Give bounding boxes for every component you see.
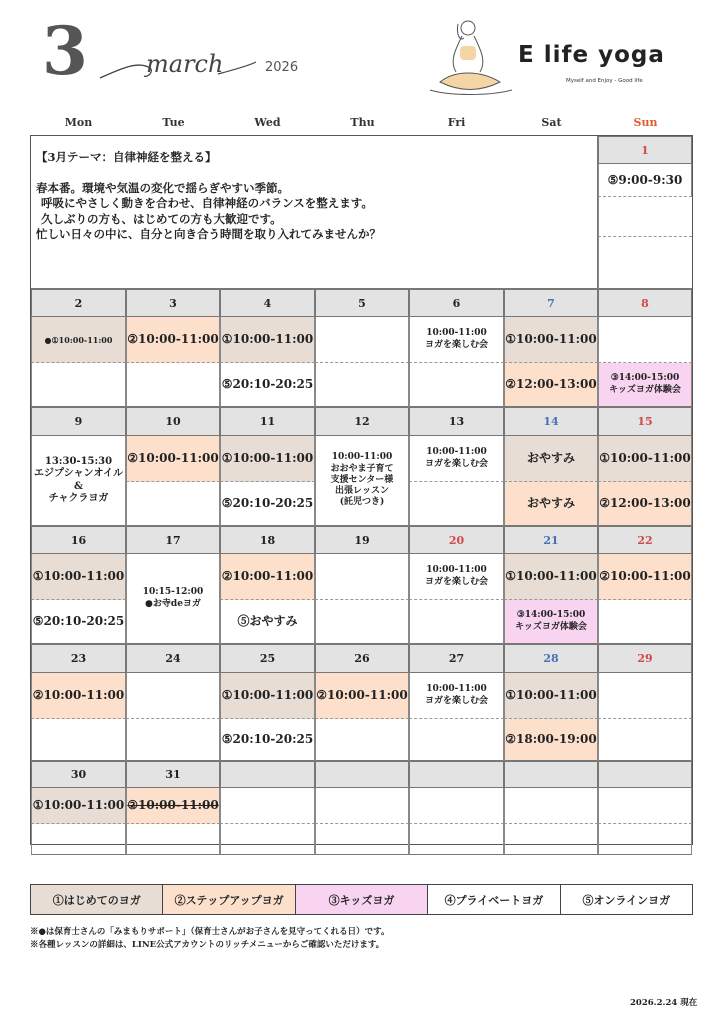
footnotes (30, 926, 390, 952)
yoga-pose-illustration (420, 12, 520, 102)
empty-slot (315, 317, 409, 363)
empty-slot (31, 363, 126, 407)
date-cell: 9 (31, 407, 126, 436)
date-cell: 23 (31, 644, 126, 673)
schedule-slot: ⑤20:10-20:25 (31, 600, 126, 644)
schedule-slot: 10:00-11:00 ヨガを楽しむ会 (409, 436, 504, 482)
schedule-slot: ②10:00-11:00 (126, 788, 220, 824)
legend-private: ④プライベートヨガ (428, 885, 560, 914)
schedule-slot: 13:30-15:30 エジプシャンオイル & チャクラヨガ (31, 436, 126, 526)
empty-slot (315, 600, 409, 644)
date-cell: 19 (315, 526, 409, 554)
date-cell: 11 (220, 407, 315, 436)
date-cell (220, 761, 315, 788)
brand-name: E life yoga (518, 42, 665, 68)
month-number: 3 (42, 12, 88, 90)
date-cell: 10 (126, 407, 220, 436)
empty-slot (409, 824, 504, 855)
theme-title: 【3月テーマ：自律神経を整える】 (36, 150, 217, 164)
schedule-slot: ②10:00-11:00 (315, 673, 409, 719)
theme-line: 春本番。環境や気温の変化で揺らぎやすい季節。 (36, 180, 289, 195)
date-cell: 30 (31, 761, 126, 788)
date-cell: 5 (315, 289, 409, 317)
schedule-slot: ②10:00-11:00 (598, 554, 692, 600)
legend-online: ⑤オンラインヨガ (582, 893, 671, 907)
date-cell: 20 (409, 526, 504, 554)
schedule-slot: ①10:00-11:00 (220, 317, 315, 363)
empty-slot (126, 719, 220, 761)
empty-slot (315, 824, 409, 855)
schedule-slot: ⑤20:10-20:25 (220, 363, 315, 407)
schedule-slot: ①10:00-11:00 (220, 673, 315, 719)
schedule-slot: ⑤9:00-9:30 (598, 164, 692, 197)
empty-slot (504, 788, 598, 824)
svg-text:march: march (146, 50, 224, 78)
footnote: ※●は保育士さんの「みまもりサポート」（保育士さんがお子さんを見守ってくれる日）です。 (30, 927, 390, 937)
schedule-slot: ③14:00-15:00 キッズヨガ体験会 (504, 600, 598, 644)
brand-tagline: Myself and Enjoy - Good life (566, 78, 643, 84)
date-cell: 6 (409, 289, 504, 317)
schedule-slot: ②12:00-13:00 (598, 482, 692, 526)
schedule-slot: ③14:00-15:00 キッズヨガ体験会 (598, 363, 692, 407)
schedule-slot: おやすみ (504, 482, 598, 526)
empty-slot (315, 719, 409, 761)
empty-slot (220, 788, 315, 824)
date-cell: 16 (31, 526, 126, 554)
date-cell (409, 761, 504, 788)
date-cell: 24 (126, 644, 220, 673)
schedule-slot: ①10:00-11:00 (504, 673, 598, 719)
schedule-slot: ⑤おやすみ (220, 600, 315, 644)
schedule-slot: ①10:00-11:00 (31, 788, 126, 824)
schedule-slot: ①10:00-11:00 (220, 436, 315, 482)
empty-slot (598, 824, 692, 855)
theme-line: 呼吸にやさしく動きを合わせ、自律神経のバランスを整えます。 (41, 196, 373, 210)
empty-slot (504, 824, 598, 855)
empty-slot (409, 788, 504, 824)
schedule-slot: 10:00-11:00 ヨガを楽しむ会 (409, 673, 504, 719)
schedule-slot: ●①10:00-11:00 (31, 317, 126, 363)
date-cell (598, 761, 692, 788)
date-cell: 15 (598, 407, 692, 436)
weekday-sat: Sat (541, 116, 562, 129)
schedule-slot: ①10:00-11:00 (504, 554, 598, 600)
empty-slot (409, 600, 504, 644)
theme-line: 久しぶりの方も、はじめての方も大歓迎です。 (41, 211, 282, 226)
schedule-slot: ②10:00-11:00 (31, 673, 126, 719)
date-cell: 8 (598, 289, 692, 317)
schedule-slot: ②12:00-13:00 (504, 363, 598, 407)
date-cell: 12 (315, 407, 409, 436)
march-script-logo (98, 40, 258, 85)
empty-slot (126, 363, 220, 407)
empty-slot (315, 363, 409, 407)
legend-beginner: ①はじめてのヨガ (31, 885, 163, 914)
empty-slot (315, 554, 409, 600)
date-cell: 4 (220, 289, 315, 317)
empty-slot (126, 482, 220, 526)
date-cell: 1 (598, 136, 692, 164)
empty-slot (409, 482, 504, 526)
updated-date: 2026.2.24 現在 (630, 998, 698, 1008)
empty-slot (598, 600, 692, 644)
weekday-wed: Wed (254, 116, 281, 129)
date-cell: 18 (220, 526, 315, 554)
schedule-slot: 10:00-11:00 ヨガを楽しむ会 (409, 317, 504, 363)
footnote: ※各種レッスンの詳細は、LINE公式アカウントのリッチメニューからご確認いただけます。 (30, 940, 385, 950)
year-label: 2026 (265, 60, 299, 75)
monthly-theme (36, 150, 596, 243)
schedule-slot: ①10:00-11:00 (31, 554, 126, 600)
weekday-thu: Thu (350, 116, 375, 129)
empty-slot (409, 719, 504, 761)
empty-slot (598, 788, 692, 824)
empty-slot (409, 363, 504, 407)
theme-line: 忙しい日々の中に、自分と向き合う時間を取り入れてみませんか？ (36, 227, 381, 241)
empty-slot (598, 317, 692, 363)
weekday-sun: Sun (633, 116, 658, 129)
schedule-slot: 10:00-11:00 おおやま子育て 支援センター様 出張レッスン (託児つき) (315, 436, 409, 526)
schedule-slot: ②10:00-11:00 (220, 554, 315, 600)
date-cell (315, 761, 409, 788)
empty-slot (598, 719, 692, 761)
date-cell: 7 (504, 289, 598, 317)
schedule-slot: ⑤20:10-20:25 (220, 719, 315, 761)
schedule-slot: ②10:00-11:00 (126, 436, 220, 482)
date-cell: 26 (315, 644, 409, 673)
empty-slot (31, 719, 126, 761)
schedule-slot: ①10:00-11:00 (598, 436, 692, 482)
schedule-slot: ②18:00-19:00 (504, 719, 598, 761)
schedule-slot: ⑤20:10-20:25 (220, 482, 315, 526)
empty-slot (315, 788, 409, 824)
date-cell: 31 (126, 761, 220, 788)
empty-slot (126, 673, 220, 719)
weekday-fri: Fri (447, 116, 466, 129)
empty-slot (220, 824, 315, 855)
date-cell: 21 (504, 526, 598, 554)
date-cell: 13 (409, 407, 504, 436)
schedule-slot: おやすみ (504, 436, 598, 482)
date-cell: 14 (504, 407, 598, 436)
schedule-slot: ①10:00-11:00 (504, 317, 598, 363)
schedule-slot: 10:15-12:00 ●お寺deヨガ (126, 554, 220, 644)
class-legend (30, 884, 693, 915)
weekday-mon: Mon (64, 116, 93, 129)
empty-slot (31, 824, 126, 855)
empty-slot (598, 673, 692, 719)
empty-slot (126, 824, 220, 855)
date-cell: 3 (126, 289, 220, 317)
date-cell: 2 (31, 289, 126, 317)
date-cell: 27 (409, 644, 504, 673)
date-cell: 17 (126, 526, 220, 554)
legend-kids: ③キッズヨガ (296, 885, 428, 914)
date-cell: 22 (598, 526, 692, 554)
empty-slot (598, 197, 692, 237)
date-cell: 29 (598, 644, 692, 673)
schedule-slot: 10:00-11:00 ヨガを楽しむ会 (409, 554, 504, 600)
date-cell: 25 (220, 644, 315, 673)
empty-slot (598, 237, 692, 289)
date-cell: 28 (504, 644, 598, 673)
weekday-tue: Tue (162, 116, 185, 129)
schedule-slot: ②10:00-11:00 (126, 317, 220, 363)
date-cell (504, 761, 598, 788)
legend-stepup: ②ステップアップヨガ (163, 885, 295, 914)
